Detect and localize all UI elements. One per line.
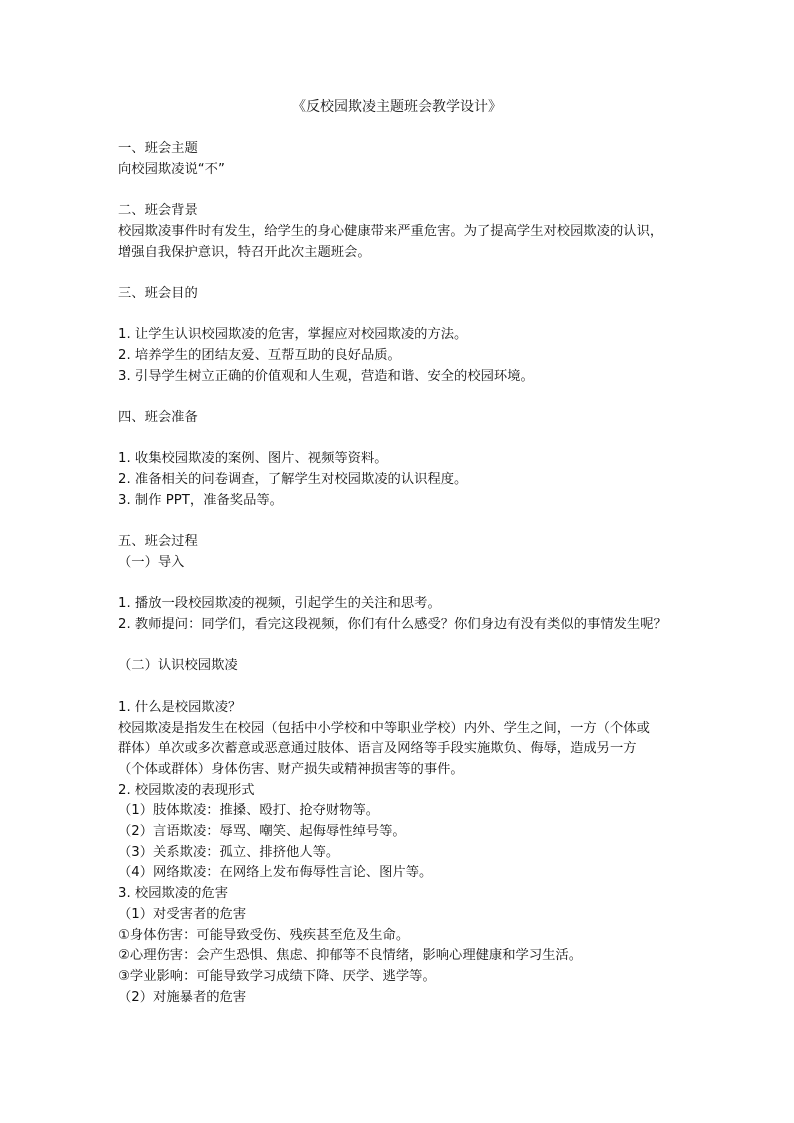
form-item: （2）言语欺凌：辱骂、嘲笑、起侮辱性绰号等。 xyxy=(118,824,406,840)
preparation-item: 3. 制作 PPT，准备奖品等。 xyxy=(118,492,283,508)
preparation-item: 2. 准备相关的问卷调查，了解学生对校园欺凌的认识程度。 xyxy=(118,472,468,488)
section-heading-purpose: 三、班会目的 xyxy=(118,285,198,301)
blank-line xyxy=(118,387,678,408)
blank-line xyxy=(118,429,678,450)
victim-harm-item: ①身体伤害：可能导致受伤、残疾甚至危及生命。 xyxy=(118,927,410,943)
preparation-item: 1. 收集校园欺凌的案例、图片、视频等资料。 xyxy=(118,451,388,467)
theme-text: 向校园欺凌说“不” xyxy=(118,161,225,177)
intro-item: 1. 播放一段校园欺凌的视频，引起学生的关注和思考。 xyxy=(118,596,441,612)
victim-harm-item: ②心理伤害：会产生恐惧、焦虑、抑郁等不良情绪，影响心理健康和学习生活。 xyxy=(118,948,583,964)
form-item: （4）网络欺凌：在网络上发布侮辱性言论、图片等。 xyxy=(118,865,433,881)
section-heading-theme: 一、班会主题 xyxy=(118,141,198,156)
question-definition: 1. 什么是校园欺凌？ xyxy=(118,699,242,715)
blank-line xyxy=(118,574,678,595)
definition-line: 群体）单次或多次蓄意或恶意通过肢体、语言及网络等手段实施欺负、侮辱，造成另一方 xyxy=(118,741,637,757)
purpose-item: 1. 让学生认识校园欺凌的危害，掌握应对校园欺凌的方法。 xyxy=(118,327,468,343)
section-heading-preparation: 四、班会准备 xyxy=(118,410,198,426)
blank-line xyxy=(118,263,678,284)
section-heading-process: 五、班会过程 xyxy=(118,534,198,550)
subsection-heading-intro: （一）导入 xyxy=(118,554,185,570)
document-title: 《反校园欺凌主题班会教学设计》 xyxy=(292,99,502,115)
question-forms: 2. 校园欺凌的表现形式 xyxy=(118,782,255,798)
section-heading-background: 二、班会背景 xyxy=(118,203,198,219)
blank-line xyxy=(118,180,678,201)
blank-line xyxy=(118,636,678,657)
background-line: 增强自我保护意识，特召开此次主题班会。 xyxy=(118,244,371,260)
subsection-heading-understanding: （二）认识校园欺凌 xyxy=(118,658,238,674)
blank-line xyxy=(118,305,678,326)
bully-harm-heading: （2）对施暴者的危害 xyxy=(118,989,247,1005)
definition-line: 校园欺凌是指发生在校园（包括中小学校和中等职业学校）内外、学生之间，一方（个体或 xyxy=(118,720,650,736)
intro-item: 2. 教师提问：同学们，看完这段视频，你们有什么感受？你们身边有没有类似的事情发生呢？ xyxy=(118,617,667,633)
document-body xyxy=(118,139,678,1008)
background-line: 校园欺凌事件时有发生，给学生的身心健康带来严重危害。为了提高学生对校园欺凌的认识， xyxy=(118,223,664,239)
form-item: （3）关系欺凌：孤立、排挤他人等。 xyxy=(118,844,340,860)
form-item: （1）肢体欺凌：推搡、殴打、抢夺财物等。 xyxy=(118,803,380,819)
purpose-item: 2. 培养学生的团结友爱、互帮互助的良好品质。 xyxy=(118,347,401,363)
victim-harm-heading: （1）对受害者的危害 xyxy=(118,906,247,922)
definition-line: （个体或群体）身体伤害、财产损失或精神损害等的事件。 xyxy=(118,761,464,777)
victim-harm-item: ③学业影响：可能导致学习成绩下降、厌学、逃学等。 xyxy=(118,968,436,984)
question-harm: 3. 校园欺凌的危害 xyxy=(118,886,228,902)
blank-line xyxy=(118,512,678,533)
purpose-item: 3. 引导学生树立正确的价值观和人生观，营造和谐、安全的校园环境。 xyxy=(118,368,534,384)
blank-line xyxy=(118,677,678,698)
